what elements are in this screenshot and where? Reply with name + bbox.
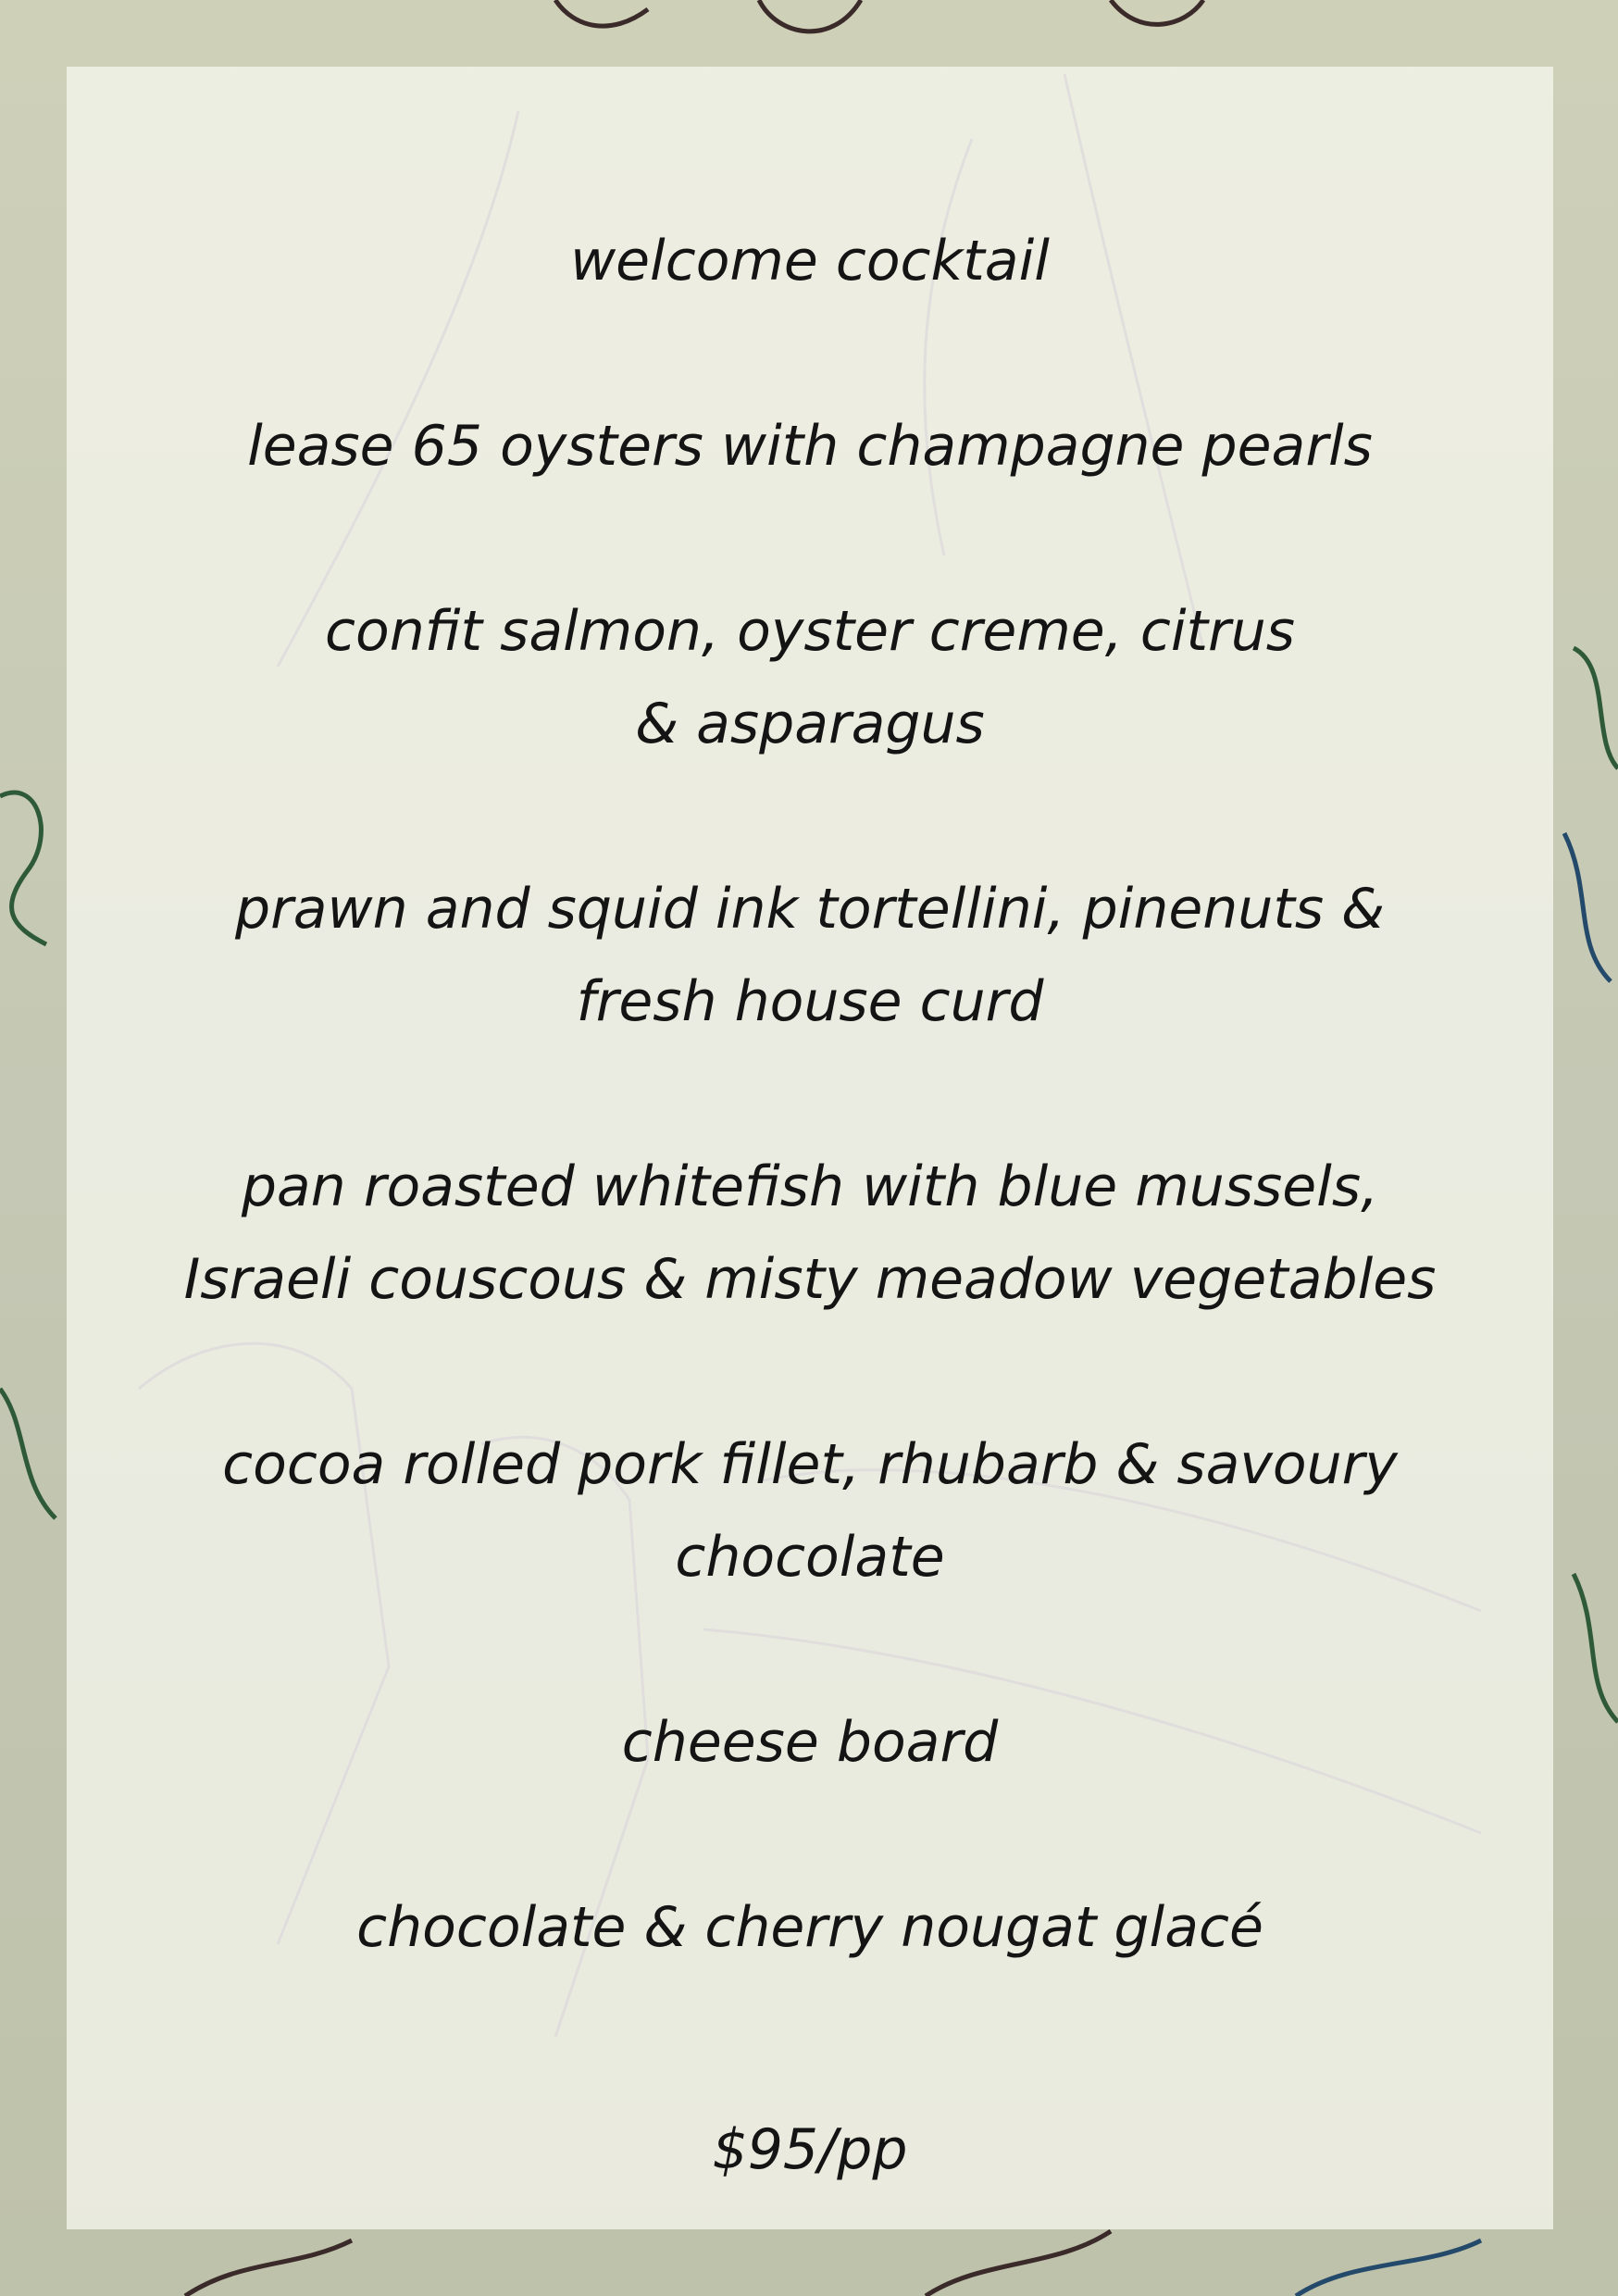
menu-item-line: Israeli couscous & misty meadow vegetables — [183, 1247, 1437, 1312]
menu-list — [67, 67, 1553, 2229]
menu-item-line: welcome cocktail — [570, 229, 1050, 293]
menu-item-line: cocoa rolled pork fillet, rhubarb & savoury — [222, 1432, 1398, 1497]
menu-item-line: pan roasted whitefish with blue mussels, — [241, 1154, 1379, 1219]
menu-item-line: $95/pp — [712, 2117, 908, 2182]
menu-item — [67, 2103, 1553, 2196]
menu-item-line: confit salmon, oyster creme, citrus — [325, 599, 1295, 664]
menu-item — [67, 400, 1553, 493]
menu-item-line: chocolate — [675, 1525, 945, 1590]
menu-item — [67, 863, 1553, 1048]
menu-item-line: cheese board — [621, 1710, 999, 1775]
menu-item-line: & asparagus — [635, 692, 985, 756]
menu-item-line: chocolate & cherry nougat glacé — [356, 1895, 1263, 1960]
menu-item-line: prawn and squid ink tortellini, pinenuts & — [235, 877, 1385, 942]
menu-item — [67, 1418, 1553, 1603]
menu-item-line: lease 65 oysters with champagne pearls — [247, 414, 1373, 479]
menu-item — [67, 1696, 1553, 1789]
menu-item — [67, 215, 1553, 307]
menu-item-line: fresh house curd — [576, 969, 1044, 1034]
menu-item — [67, 1141, 1553, 1326]
menu-item — [67, 1881, 1553, 1974]
menu-item — [67, 585, 1553, 770]
